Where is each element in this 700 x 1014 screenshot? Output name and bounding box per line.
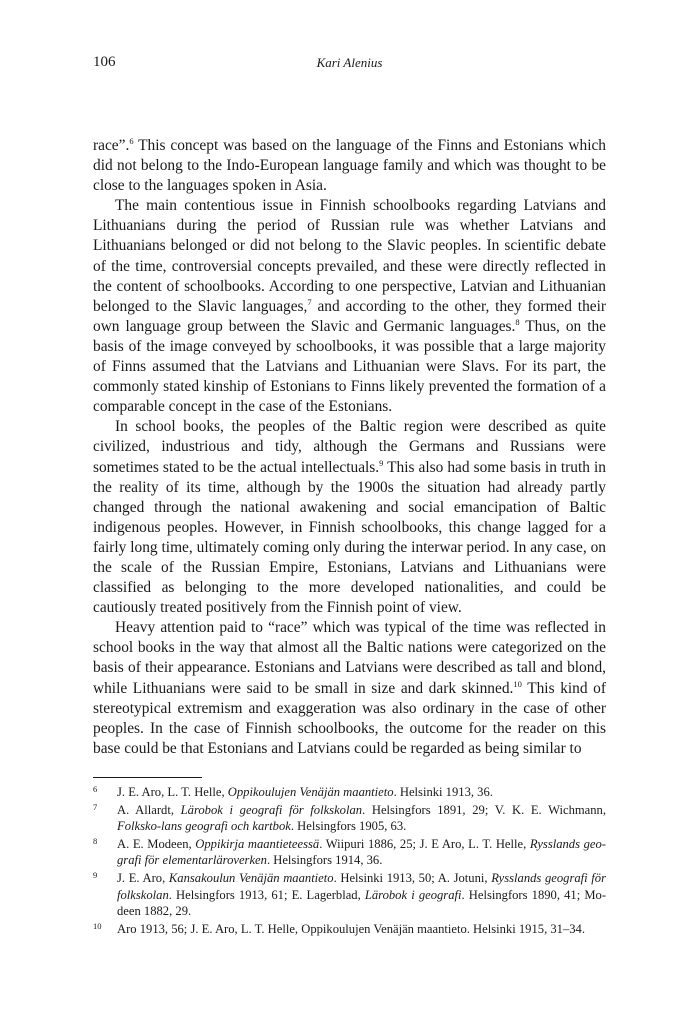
footnote-title: Rysslands geografi för folkskolan	[117, 870, 606, 902]
paragraph-text: and according to the other, they formed their own language group between the Slavic and Germanic languages.	[93, 297, 606, 335]
footnote-segment: . Helsingfors 1913, 61; E. Lagerblad,	[168, 887, 365, 902]
footnote-title: Folksko-lans geografi och kartbok	[117, 819, 291, 834]
footnote-segment: . Helsingfors 1905, 63.	[290, 819, 407, 834]
paragraph-2	[93, 196, 606, 417]
footnote-title: Oppikirja maantieteessä	[195, 836, 320, 851]
paragraph-text: This concept was based on the language of the Finns and Estonians which did not belong to the Indo-European language family and which was thought to be close to the languages spoken in Asia.	[93, 137, 606, 195]
footnote-title: Kansakoulun Venäjän maantieto	[168, 870, 334, 885]
footnote-9	[93, 870, 606, 920]
paragraph-3	[93, 417, 606, 618]
paragraph-text: Heavy attention paid to “race” which was typical of the time was reflected in school books in the way that almost all the Baltic nations were categorized on the basis of their appearance. Estonians and Latvians were described as tall and blond, while Lithuanians were said to be small in size and dark skinned.	[93, 619, 606, 697]
paragraph-text: Thus, on the basis of the image conveyed by schoolbooks, it was possible that a large majority of Finns assumed that the Latvians and Lithuanian were Slavs. For its part, the commonly stated kinship of Estonians to Finns likely prevented the formation of a comparable concept in the case of the Estonians.	[93, 317, 606, 416]
paragraph-text: This also had some basis in truth in the reality of its time, although by the 1900s the situation had already partly changed through the national awakening and social emancipation of Baltic indigenous peoples. However, in Finnish schoolbooks, this change lagged for a fairly long time, ultimately coming only during the interwar period. In any case, on the scale of the Russian Empire, Estonians, Latvians and Lithuanians were classified as belonging to the more developed nationalities, and could be cautiously treated positively from the Finnish point of view.	[93, 458, 606, 617]
footnote-number: 10	[93, 920, 102, 931]
footnote-segment: A. E. Modeen,	[117, 836, 196, 851]
footnotes	[93, 784, 606, 938]
footnote-ref-7[interactable]: 7	[307, 296, 312, 307]
running-head	[93, 54, 606, 74]
footnote-title: Oppikoulujen Venäjän maantieto	[227, 785, 394, 799]
paragraph-text: The main contentious issue in Finnish schoolbooks regarding Latvians and Lithuanians during the period of Russian rule was whether Latvians and Lithuanians belonged or did not belong to the Slavic peoples. In scientific debate of the time, controversial concepts prevailed, and these were directly reflected in the content of schoolbooks. According to one perspective, Latvian and Lithuanian belonged to the Slavic languages,	[93, 197, 606, 315]
footnote-7	[93, 802, 606, 835]
footnote-segment: . Helsingfors 1890, 41; Mo-deen 1882, 29.	[117, 887, 607, 919]
footnote-ref-6[interactable]: 6	[129, 136, 134, 146]
footnote-text	[117, 871, 606, 918]
footnote-segment: . Helsingfors 1914, 36.	[266, 853, 383, 868]
footnote-title: Lärobok i geografi för folkskolan	[180, 802, 363, 817]
footnote-segment: J. E. Aro, L. T. Helle,	[117, 785, 228, 799]
footnote-separator	[93, 777, 202, 778]
footnote-segment: . Helsinki 1913, 36.	[393, 785, 493, 799]
footnote-segment: Aro 1913, 56; J. E. Aro, L. T. Helle, Oppikoulujen Venäjän maantieto. Helsinki 1915, 31–34.	[117, 921, 586, 936]
footnote-text	[117, 785, 493, 799]
footnote-6	[93, 784, 606, 801]
body-text	[93, 136, 606, 759]
footnote-number: 7	[93, 801, 98, 812]
paragraph-1	[93, 136, 606, 196]
footnote-title: Lärobok i geografi	[364, 887, 462, 902]
footnote-title: Rysslands geo-grafi för elementarläroverken	[117, 836, 606, 868]
paragraph-text: This kind of stereotypical extremism and exaggeration was also ordinary in the case of other peoples. In the case of Finnish schoolbooks, the outcome for the reader on this base could be that Estonians and Latvians could be regarded as being similar to	[93, 679, 606, 757]
paragraph-4	[93, 618, 606, 759]
footnote-segment: . Helsinki 1913, 50; A. Jotuni,	[333, 870, 492, 885]
footnote-segment: A. Allardt,	[117, 802, 181, 817]
page-number: 106	[93, 54, 116, 70]
running-head-author: Kari Alenius	[316, 55, 383, 70]
footnote-number: 9	[93, 869, 98, 880]
footnote-text	[117, 803, 606, 834]
footnote-8	[93, 836, 606, 869]
footnote-ref-8[interactable]: 8	[515, 316, 520, 327]
footnote-segment: . Wiipuri 1886, 25; J. E Aro, L. T. Helle,	[319, 836, 530, 851]
paragraph-text: race”.	[93, 137, 130, 154]
footnote-text	[117, 837, 606, 868]
footnote-10	[93, 921, 606, 938]
footnote-ref-10[interactable]: 10	[513, 678, 522, 689]
footnote-ref-9[interactable]: 9	[379, 457, 384, 468]
footnote-segment: . Helsingfors 1891, 29; V. K. E. Wichmann,	[362, 802, 607, 817]
footnote-text	[117, 922, 585, 936]
paragraph-text: In school books, the peoples of the Baltic region were described as quite civilized, industrious and tidy, although the Germans and Russians were sometimes stated to be the actual intellectuals.	[93, 418, 606, 476]
footnote-number: 8	[93, 835, 98, 846]
footnote-number: 6	[93, 784, 98, 794]
footnote-segment: J. E. Aro,	[117, 870, 169, 885]
